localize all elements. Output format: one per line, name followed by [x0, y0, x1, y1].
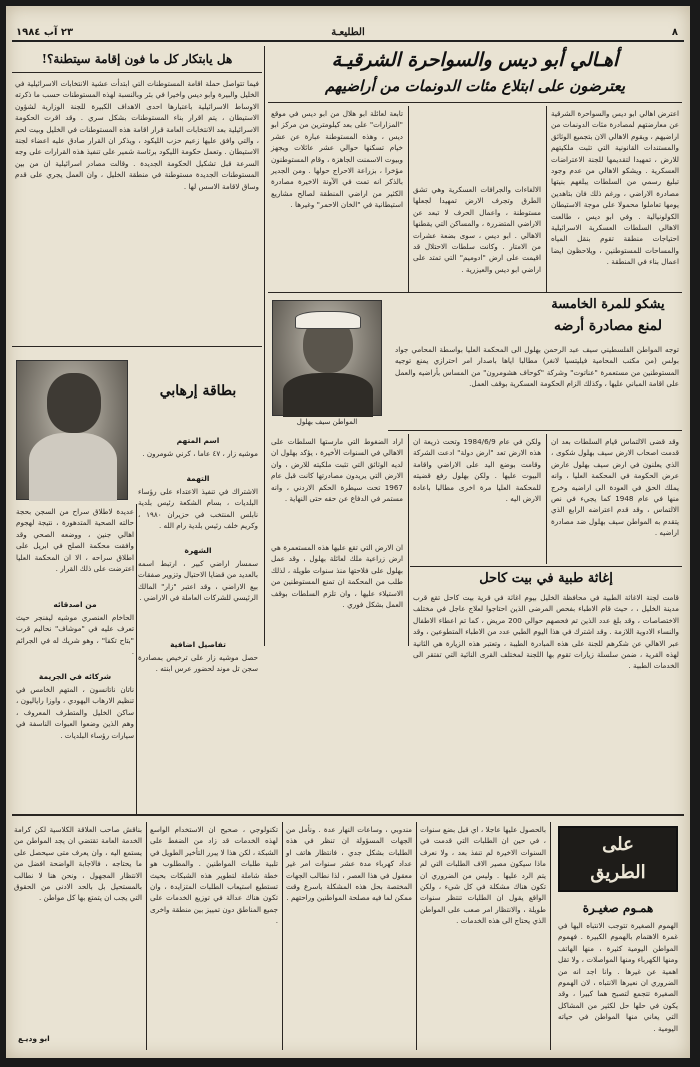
road-col-2: بالحصول عليها عاجلا ، اي قبل بضع سنوات ، في حين ان الطلبات التي قدمت في السنوات الاخيرة لم تنفذ بعد ، ولا نعرف ماذا سيكون مصير الاف الطلبات التي لم يتم الرد عليها . وليس من الضروري ان تكون هناك مشكلة في كل شيء ، ولكن الواقع يقول ان الطلبات تنتظر سنوات طويلة ، والانتظار امر صعب على المواطن الذي يحتاج الى هذه الخدمات .	[420, 825, 546, 926]
abu-dis-headline-2: يعترضون على ابتلاع مئات الدونمات من أراضيهم	[324, 77, 626, 95]
column-on-the-road	[12, 818, 684, 1054]
road-headline: همـوم صغيـرة	[582, 901, 654, 915]
partners-subhead: شركائه في الجريمة	[38, 672, 112, 681]
friends-subhead: من اصدقائه	[53, 600, 97, 609]
medical-headline: إغاثة طبية في بيت كاحل	[479, 571, 613, 586]
continuation-body: عديدة لاطلاق سراح من السجن بحجة حالته الصحية المتدهورة ، نتيجة لهجوم اهالي جنين ، ووضعه الصحي وقد وافقت محكمة الصلح في ابريل على اطلاق سراحه ، الا ان المحكمة العليا اعترضت على ذلك القرار .	[16, 507, 134, 574]
bahloul-headline-2: لمنع مصادرة أرضه	[553, 318, 663, 334]
medical-body: قامت لجنة الاغاثة الطبية في محافظة الخليل بيوم اغاثة في قرية بيت كاحل تقع قرب مدينة الخليل ، ، حيث قام الاطباء بفحص المرضى الذين احتاجوا لعلاج عاجل في مختلف الاختصاصات ، وقد بلغ عدد الذين تم فحصهم حوالي 200 مريض ، كما تم اعطاء الاطفال والنساء الادوية اللازمة . وقد اشترك في هذا اليوم الطبي عدد من الاطباء المتطوعين ، وقد عبر الاهالي عن شكرهم للجنة على هذه المبادرة الطيبة ، وتعتبر هذه الزيارة هي الثانية لهذه القرية ، ضمن سلسلة زيارات تقوم بها اللجنة لمختلف القرى النائية التي تفتقر الى الخدمات الطبية .	[413, 593, 679, 671]
bahloul-col-left: وقد قضى الالتماس قيام السلطات بعد ان قدمت اصحاب الارض سيف بهلول شكوى ، الذي يعلنون في ارض سيف بهلول عارض عرض الحكومة في المحكمة العليا ، وانه يملك الحق في العودة الى اراضيه وخرج منها في عام 1948 كما يجيء في نص الالتماس ، وقد قدم اعتراضه الرابع الذي يتقدم به المواطن سيف بهلول ضد مصادرة اراضيه .	[551, 437, 679, 538]
column-logo	[558, 826, 678, 892]
abu-dis-col-2: الالغاءات والجرافات العسكرية وهي تشق الطرق وتجرف الارض تمهيدا لجعلها مستوطنة ، واعمال الحرف لا تبعد عن الاراضي المتضررة ، والمساكن التي يقطنها الاهالي . ابو ديس ، سوى بضعة عشرات من الامتار . وكانت سلطات الاحتلال قد اقيمت على ارض "ادوميم" التي تمتد على اراضي ابو ديس والعيزرية .	[413, 185, 541, 274]
person-silhouette-icon	[47, 373, 101, 433]
bahloul-photo	[272, 300, 382, 416]
section-title: الطليعـة	[331, 27, 365, 38]
settlement-headline: هل يابتكار كل ما فون إقامة سيتطنة؟!	[41, 52, 233, 66]
abu-dis-col-3: تابعة لعائلة ابو هلال من ابو ديس في موقع "المزارات" على بعد كيلومترين من مركز ابو ديس ، وهذه المستوطنة عبارة عن عشر خيام تسكنها حوالي عشر عائلات ويجهز وبيوت الاسمنت الجاهزة ، وقام المستوطنون مؤخرا ، بزراعة الاحراج حولها . ومن الجدير بالذكر انه تمت في الآونة الاخيرة مصادرة الكثير من اراضي المنطقة لصالح مشاريع استيطانية في "الخان الاحمر" وغيرها .	[271, 109, 403, 210]
bahloul-headline-1: يشكو للمرة الخامسة	[551, 297, 665, 312]
masked-man-photo	[16, 360, 128, 500]
logo-line-1: على	[602, 834, 634, 855]
terrorist-card-headline: بطاقة إرهابي	[159, 383, 237, 399]
friends-body: الحاخام العنصري موشيه ليفنجر حيث تعرف عليه في "موشاف" نحاليم قرب "بتاح تكفا" ، وهو شريك له في الجرائم .	[16, 613, 134, 657]
abu-dis-headline-1: أهـالي أبو ديس والسواحرة الشرقيـة	[331, 49, 619, 71]
name-value: موشيه زار ، ٤٧ عاما ، كرني شومرون .	[142, 449, 258, 458]
article-terrorist-card	[12, 348, 262, 814]
abu-dis-col-1: اعترض اهالي ابو ديس والسواحرة الشرقية عن معارضتهم لمصادرة مئات الدونمات من اراضيهم ، ويقوم الاهالي الان بتجميع الوثائق والمستندات القانونية التي تثبت ملكيتهم للارض ، تمهيدا لتقديمها للجنة الاعتراضات العسكرية . ويشكو الاهالي من عدم وجود تبليغ رسمي من السلطات يبلغهم بنيتها مصادرة الاراضي ، ورغم ذلك فان بتاهدين يومها تعاملوا محمولا على موجة الاستيطان الكولونيالية . وفي ابو ديس ، طالعت الاهالي السلطات العسكرية الاسرائيلية احتياجات منطقة تقوم بنقل المياه والمساحات للمستوطنين ، ويلاحظون ايضا اعمال بناء في المنطقة .	[551, 109, 679, 267]
newspaper-page	[6, 6, 690, 1058]
fame-label: الشهرة	[184, 546, 212, 555]
charge-value: الاشتراك في تنفيذ الاعتداء على رؤساء البلديات ، بسام الشكعة رئيس بلدية نابلس المنتخب في حزيران ١٩٨٠ ، وكريم خلف رئيس بلدية رام الله .	[138, 487, 259, 531]
page-header	[12, 26, 684, 42]
bahloul-col-right-2: ولكن في عام 1984/6/9 وتحت ذريعة ان هذه الارض تعد "ارض دولة" ادعت الشركة وقامت بوضع اليد على الاراضي واقامة البيوت عليها . ولكن بهلول رفع قضيته للمحكمة العليا مرة اخرى مطالبا باعادة الارض اليه .	[413, 437, 542, 504]
article-abu-dis	[268, 46, 682, 292]
name-label: اسم المتهم	[176, 436, 220, 445]
issue-date: ٢٣ آب ١٩٨٤	[16, 27, 74, 38]
charge-label: التهمة	[186, 474, 210, 483]
bahloul-intro: توجه المواطن الفلسطيني سيف عبد الرحمن بهلول الى المحكمة العليا بواسطة المحامي جواد بولس (من مكتب المحامية فيليتسيا لانغر) مطالبا اياها باصدار امر احترازي يمنع توجيه المستوطنين من مستعمرة "عناتوت" وشركة "كوحاف هشومرون" من المساس بأراضيه والعمل على اقامة المباني عليها ، وكذلك الزام الحكومة العسكرية بوقف العمل.	[395, 345, 679, 389]
background-label: تفاصيل اضافية	[170, 640, 226, 649]
article-medical-relief	[410, 568, 682, 671]
road-col-3: مندوبي ، وساعات النهار عدة . ونأمل من الجهات المسؤولة ان تنظر في هذه الطلبات بشكل جدي ، فانتظار هاتف او عداد كهرباء مدة عشر سنوات امر غير معقول في هذا العصر ، لذا نطالب الجهات المختصة بحل هذه المشكلة باسرع وقت ممكن لما فيه مصلحة المواطنين وراحتهم .	[286, 825, 412, 903]
page-number: ٨	[671, 27, 678, 38]
road-col-5: بناقش صاحب العلاقة الكلاسية لكن كرامة الخدمة العامة تقتضي ان يجد المواطن من يستمع اليه ، وان يعرف متى سيحصل على ما يحتاجه ، فالاجابة الواضحة افضل من الانتظار المجهول ، ونحن هنا لا نطالب بالمستحيل بل بالحد الادنى من الحقوق التي يجب ان يتمتع بها كل مواطن .	[14, 825, 142, 903]
article-settlement	[12, 46, 262, 346]
bahloul-photo-caption: المواطن سيف بهلول	[296, 418, 358, 426]
background-value: حصل موشيه زار على ترخيص بمصادرة سجن تل موند لحضور عرس ابنته .	[138, 653, 258, 674]
bahloul-col-right-1: اراد الضغوط التي مارستها السلطات على الاهالي في السنوات الأخيرة ، يؤكد بهلول ان لديه الوثائق التي تثبت ملكيته للارض ، وان الارض التي يريدون مصادرتها كانت قبل عام 1967 تحت سيطرة الحكم الاردني ، وانه مستمر في الدفاع عن حقه حتى النهاية .	[271, 437, 403, 504]
settlement-body: فيما تتواصل حملة اقامة المستوطنات التي ابتدأت عشية الانتخابات الاسرائيلية في الخليل والبيرة وابو ديس واخيرا في بئر وبالنسبة لهذه المستوطنات حسب ما ذكرته الاوساط الاسرائيلية باعتبارها احدى الاهداف الكبيرة للجنة الوزارية لشؤون الاستيطان ، يتم اقرار بناء المستوطنات بشكل سري . وقد اقرت الحكومة الاسرائيلية بعد الانتخابات العامة قرار اقامة هذه المستوطنات في الخليل وبيت لحم ، والتي وافق عليها زعيم حزب الليكود ، ويذكر ان القرار صادق عليه اعضاء لجنة الاستيطان . وتعمل حكومة الليكود برئاسة شمير على تنفيذ هذه القرارات على وجه السرعة قبل تشكيل الحكومة الجديدة . وقالت مصادر اسرائيلية ان من بين المستوطنات الجديدة مستوطنة في منطقة الخليل ، وان العمل يجري على قدم وساق لاقامة الاسس لها .	[15, 79, 259, 191]
fame-value: سمسار اراضي كبير ، ارتبط اسمه بالعديد من قضايا الاحتيال وتزوير صفقات بيع الاراضي ، وقد اعتبر "زار" المالك الرئيسي للشركات العاملة في الاراضي .	[138, 559, 258, 603]
road-col-1: الهموم الصغيرة تتوجب الانتباه اليها في غمرة الاهتمام بالهموم الكبيرة . فهموم المواطن اليومية كثيرة ، منها الهاتف ومنها الكهرباء ومنها المواصلات ، ولا تقل اهمية عن غيرها . وانا اجد انه من الضروري ان نعيرها الانتباه ، لان الهموم الصغيرة تتجمع لتصبح هما كبيرا ، وقد يكون في حلها حل لكثير من المشاكل التي يعاني منها المواطن في حياته اليومية .	[558, 921, 678, 1033]
partners-body: ناتان ناتانسون ، المتهم الخامس في تنظيم الارهاب اليهودي ، واوزا راياليون ، ساكن الخليل والمتطرف المعروف ، وهم الذين وضعوا العبوات الناسفة في سيارات رؤساء البلديات .	[16, 685, 134, 740]
road-col-4: تكنولوجي ، صحيح ان الاستخدام الواسع لهذه الخدمات قد زاد من الضغط على الشبكة ، لكن هذا لا يبرر التأخير الطويل في تلبية طلبات المواطنين . والمطلوب هو خطة شاملة لتطوير هذه الشبكات بحيث تستطيع استيعاب الطلبات المتزايدة ، وان تكون هناك عدالة في توزيع الخدمات على جميع المناطق دون تمييز بين منطقة واخرى .	[150, 825, 278, 926]
logo-line-2: الطريق	[590, 862, 646, 883]
road-signature: ابو وديـع	[18, 1034, 50, 1043]
bahloul-col-right-3: ان الارض التي تقع عليها هذه المستعمرة هي ارض زراعية ملك لعائلة بهلول ، وقد عمل بهلول على فلاحتها منذ سنوات طويلة ، لذلك طلب من المحكمة ان تمنع المستوطنين من الاستيلاء عليها ، وان تلزم السلطات بوقف العمل بشكل فوري .	[271, 543, 403, 610]
